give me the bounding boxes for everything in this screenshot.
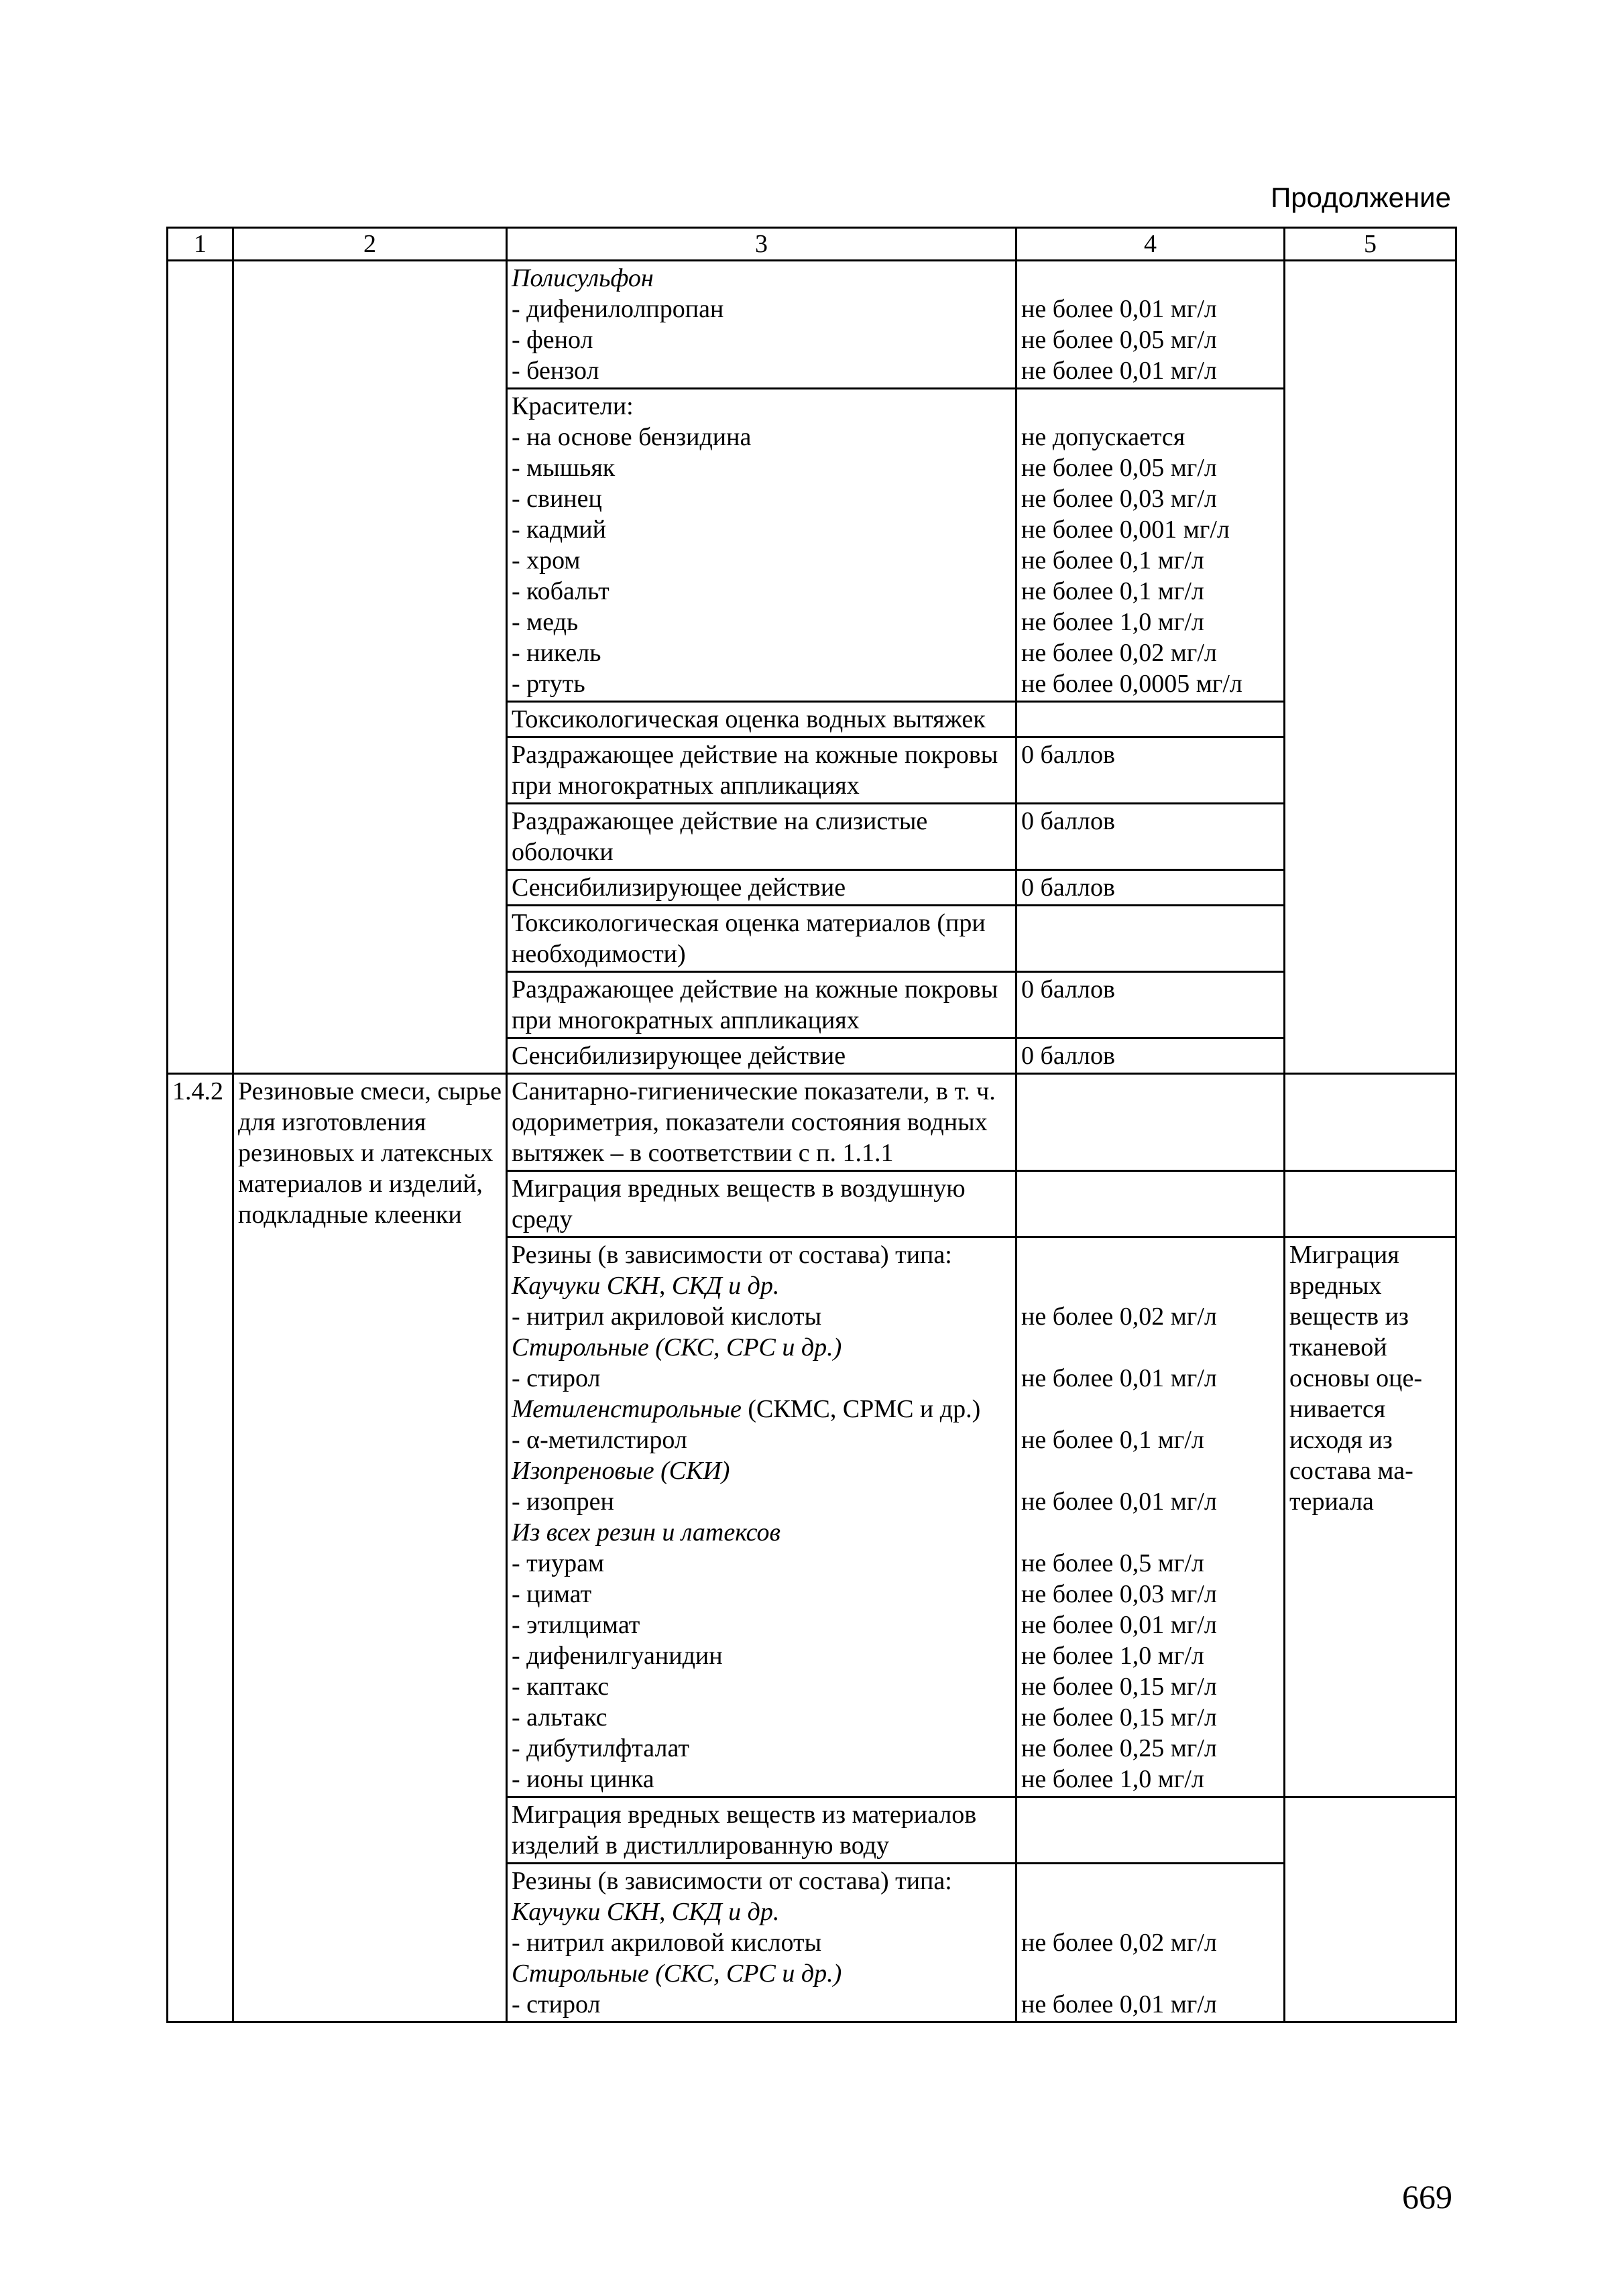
- cell-line: [512, 1702, 1011, 1733]
- cell-line-text: Из всех резин и латексов: [512, 1518, 780, 1547]
- cell-line: [512, 545, 1011, 576]
- column-header: 4: [1017, 228, 1285, 261]
- column-header: 3: [507, 228, 1017, 261]
- cell-line: [1021, 1240, 1279, 1270]
- cell-line-text: - кадмий: [512, 516, 606, 544]
- cell-line-text: Резины (в зависимости от состава) типа:: [512, 1867, 952, 1895]
- cell-line: [512, 422, 1011, 452]
- table-row: [168, 261, 1456, 389]
- cell-line: [1021, 1896, 1279, 1927]
- cell-line-text: Стирольные (СКС, СРС и др.): [512, 1959, 842, 1988]
- indicator-list: [507, 1237, 1017, 1797]
- cell-line: вредных: [1289, 1272, 1382, 1300]
- cell-line: [512, 1486, 1011, 1517]
- cell-line-text: - медь: [512, 608, 579, 636]
- cell-line-text: - кобальт: [512, 577, 610, 605]
- cell-line: [512, 607, 1011, 638]
- norm-value: [1017, 702, 1285, 737]
- cell-line-text: - ионы цинка: [512, 1765, 654, 1793]
- cell-line-text: - хром: [512, 546, 581, 575]
- cell-line-text: - стирол: [512, 1990, 601, 2018]
- norm-value: 0 баллов: [1017, 1038, 1285, 1074]
- cell-line-text: - нитрил акриловой кислоты: [512, 1929, 822, 1957]
- cell-line: [1021, 1332, 1279, 1363]
- note-text: [1285, 1237, 1456, 1797]
- norm-value: [1017, 1074, 1285, 1171]
- indicator-text: Сенсибилизирующее действие: [507, 1038, 1017, 1074]
- cell-line-text: - мышьяк: [512, 454, 616, 482]
- cell-line: [512, 1866, 1011, 1896]
- cell-line: не более 0,1 мг/л: [1021, 1426, 1204, 1454]
- cell-line-text: - α-метилстирол: [512, 1426, 687, 1454]
- cell-line: состава ма-: [1289, 1457, 1413, 1485]
- cell-note-empty: [1285, 261, 1456, 1074]
- cell-line: не более 0,01 мг/л: [1021, 1364, 1217, 1392]
- cell-line-text: - альтакс: [512, 1703, 607, 1732]
- cell-line: не более 0,03 мг/л: [1021, 1580, 1217, 1608]
- cell-line: [512, 1455, 1011, 1486]
- cell-line: Миграция: [1289, 1241, 1399, 1269]
- requirements-table: [166, 227, 1457, 2023]
- cell-line: [512, 1579, 1011, 1610]
- cell-line-text: - нитрил акриловой кислоты: [512, 1303, 822, 1331]
- cell-line-text: Каучуки СКН, СКД и др.: [512, 1272, 780, 1300]
- cell-line-text: Красители:: [512, 392, 634, 420]
- cell-line: не более 0,01 мг/л: [1021, 1488, 1217, 1516]
- cell-line: [512, 638, 1011, 668]
- cell-line: не более 0,1 мг/л: [1021, 546, 1204, 575]
- section-heading: Токсикологическая оценка материалов (при необходимости): [507, 906, 1017, 972]
- cell-line: не более 0,01 мг/л: [1021, 357, 1217, 385]
- cell-line: не более 0,01 мг/л: [1021, 1990, 1217, 2018]
- cell-line: основы оце-: [1289, 1364, 1422, 1392]
- continuation-label: Продолжение: [1271, 182, 1451, 213]
- cell-line: [512, 391, 1011, 422]
- indicator-text: Миграция вредных веществ из материалов изделий в дистиллированную воду: [507, 1797, 1017, 1864]
- cell-line-text: - свинец: [512, 485, 602, 513]
- cell-line: [512, 1332, 1011, 1363]
- cell-line-text: - дифенилгуанидин: [512, 1642, 723, 1670]
- item-number: 1.4.2: [168, 1074, 233, 2022]
- cell-line: [1021, 1455, 1279, 1486]
- cell-line: не более 0,05 мг/л: [1021, 454, 1217, 482]
- cell-note-empty: [1285, 1171, 1456, 1237]
- cell-line-suffix: (СКМС, СРМС и др.): [741, 1395, 981, 1423]
- cell-line: не более 0,15 мг/л: [1021, 1703, 1217, 1732]
- norm-list: [1017, 389, 1285, 702]
- cell-line-text: - дибутилфталат: [512, 1734, 689, 1762]
- cell-line: [512, 1671, 1011, 1702]
- cell-line: не более 0,15 мг/л: [1021, 1673, 1217, 1701]
- cell-line: [512, 294, 1011, 324]
- table-row: [168, 1074, 1456, 1171]
- cell-line: не более 1,0 мг/л: [1021, 1642, 1204, 1670]
- cell-line: [512, 1640, 1011, 1671]
- cell-line: [1021, 1958, 1279, 1989]
- column-header: 5: [1285, 228, 1456, 261]
- cell-number-empty: [168, 261, 233, 1074]
- cell-line-text: Стирольные (СКС, СРС и др.): [512, 1333, 842, 1362]
- cell-line-text: - этилцимат: [512, 1611, 640, 1639]
- cell-line: [512, 576, 1011, 607]
- indicator-list: [507, 261, 1017, 389]
- cell-note-empty: [1285, 1797, 1456, 2022]
- cell-product-empty: [233, 261, 507, 1074]
- cell-line: [512, 1517, 1011, 1548]
- cell-line-text: - дифенилолпропан: [512, 295, 724, 323]
- cell-line-text: - ртуть: [512, 670, 585, 698]
- indicator-text: Раздражающее действие на кожные покровы при многократных аппликациях: [507, 972, 1017, 1038]
- cell-line: [512, 452, 1011, 483]
- cell-note-empty: [1285, 1074, 1456, 1171]
- cell-line: не более 0,02 мг/л: [1021, 639, 1217, 667]
- indicator-list: [507, 1864, 1017, 2022]
- cell-line-text: Метиленстирольные: [512, 1395, 742, 1423]
- cell-line-text: - каптакс: [512, 1673, 610, 1701]
- cell-line: [512, 514, 1011, 545]
- cell-line: [512, 1927, 1011, 1958]
- indicator-text: Миграция вредных веществ в воздушную среду: [507, 1171, 1017, 1237]
- norm-list: [1017, 261, 1285, 389]
- cell-line: не более 0,01 мг/л: [1021, 1611, 1217, 1639]
- cell-line: [512, 1733, 1011, 1764]
- cell-line: [1021, 1394, 1279, 1425]
- cell-line-text: - фенол: [512, 326, 593, 354]
- cell-line: не допускается: [1021, 423, 1185, 451]
- indicator-text: Санитарно-гигиенические показатели, в т. ч. одориметрия, показатели состояния водных вытяжек – в соответствии с п. 1.1.1: [507, 1074, 1017, 1171]
- norm-value: 0 баллов: [1017, 804, 1285, 870]
- indicator-text: Сенсибилизирующее действие: [507, 870, 1017, 906]
- page-number: 669: [1402, 2178, 1452, 2216]
- cell-line: не более 0,001 мг/л: [1021, 516, 1230, 544]
- cell-line: нивается: [1289, 1395, 1386, 1423]
- cell-line: териала: [1289, 1488, 1374, 1516]
- indicator-text: Раздражающее действие на кожные покровы при многократных аппликациях: [507, 737, 1017, 804]
- cell-line-text: Изопреновые (СКИ): [512, 1457, 730, 1485]
- cell-line: [512, 1270, 1011, 1301]
- cell-line: [512, 263, 1011, 294]
- cell-line: не более 0,05 мг/л: [1021, 326, 1217, 354]
- norm-list: [1017, 1237, 1285, 1797]
- cell-line: не более 0,02 мг/л: [1021, 1303, 1217, 1331]
- cell-line: не более 0,5 мг/л: [1021, 1549, 1204, 1577]
- norm-value: 0 баллов: [1017, 972, 1285, 1038]
- cell-line-text: - тиурам: [512, 1549, 605, 1577]
- cell-line: не более 0,1 мг/л: [1021, 577, 1204, 605]
- cell-line: не более 0,03 мг/л: [1021, 485, 1217, 513]
- cell-line: [512, 483, 1011, 514]
- cell-line-text: - на основе бензидина: [512, 423, 752, 451]
- cell-line: [512, 1989, 1011, 2020]
- cell-line: не более 0,25 мг/л: [1021, 1734, 1217, 1762]
- norm-list: [1017, 1864, 1285, 2022]
- norm-value: 0 баллов: [1017, 737, 1285, 804]
- cell-line: [512, 324, 1011, 355]
- cell-line-text: Каучуки СКН, СКД и др.: [512, 1898, 780, 1926]
- column-header: 2: [233, 228, 507, 261]
- cell-line: [1021, 263, 1279, 294]
- norm-value: 0 баллов: [1017, 870, 1285, 906]
- norm-value: [1017, 906, 1285, 972]
- cell-line-text: - изопрен: [512, 1488, 614, 1516]
- cell-line: [512, 1363, 1011, 1394]
- cell-line: не более 1,0 мг/л: [1021, 1765, 1204, 1793]
- cell-line-text: - цимат: [512, 1580, 592, 1608]
- column-header: 1: [168, 228, 233, 261]
- cell-line-text: - бензол: [512, 357, 599, 385]
- cell-line: [512, 1425, 1011, 1455]
- cell-line: [512, 668, 1011, 699]
- cell-line: [512, 1394, 1011, 1425]
- cell-line: [512, 1896, 1011, 1927]
- cell-line: [512, 355, 1011, 386]
- cell-line: не более 1,0 мг/л: [1021, 608, 1204, 636]
- header-row: [168, 228, 1456, 261]
- section-heading: Токсикологическая оценка водных вытяжек: [507, 702, 1017, 737]
- cell-line: [512, 1548, 1011, 1579]
- cell-line: [1021, 1517, 1279, 1548]
- cell-line: веществ из: [1289, 1303, 1409, 1331]
- cell-line: [512, 1958, 1011, 1989]
- indicator-list: [507, 389, 1017, 702]
- indicator-text: Раздражающее действие на слизистые оболочки: [507, 804, 1017, 870]
- cell-line: не более 0,01 мг/л: [1021, 295, 1217, 323]
- cell-line: исходя из: [1289, 1426, 1393, 1454]
- norm-value: [1017, 1171, 1285, 1237]
- cell-line: [512, 1240, 1011, 1270]
- cell-line: [512, 1301, 1011, 1332]
- norm-value: [1017, 1797, 1285, 1864]
- cell-line: не более 0,02 мг/л: [1021, 1929, 1217, 1957]
- cell-line: [1021, 1270, 1279, 1301]
- cell-line: [1021, 1866, 1279, 1896]
- cell-line-text: Резины (в зависимости от состава) типа:: [512, 1241, 952, 1269]
- cell-line: тканевой: [1289, 1333, 1387, 1362]
- cell-line: [512, 1764, 1011, 1795]
- cell-line-text: - стирол: [512, 1364, 601, 1392]
- cell-line-text: Полисульфон: [512, 264, 654, 292]
- cell-line: не более 0,0005 мг/л: [1021, 670, 1242, 698]
- product-name: Резиновые смеси, сырье для изготовления резиновых и латексных материалов и изделий, подкладные клеенки: [233, 1074, 507, 2022]
- cell-line: [1021, 391, 1279, 422]
- cell-line-text: - никель: [512, 639, 601, 667]
- cell-line: [512, 1610, 1011, 1640]
